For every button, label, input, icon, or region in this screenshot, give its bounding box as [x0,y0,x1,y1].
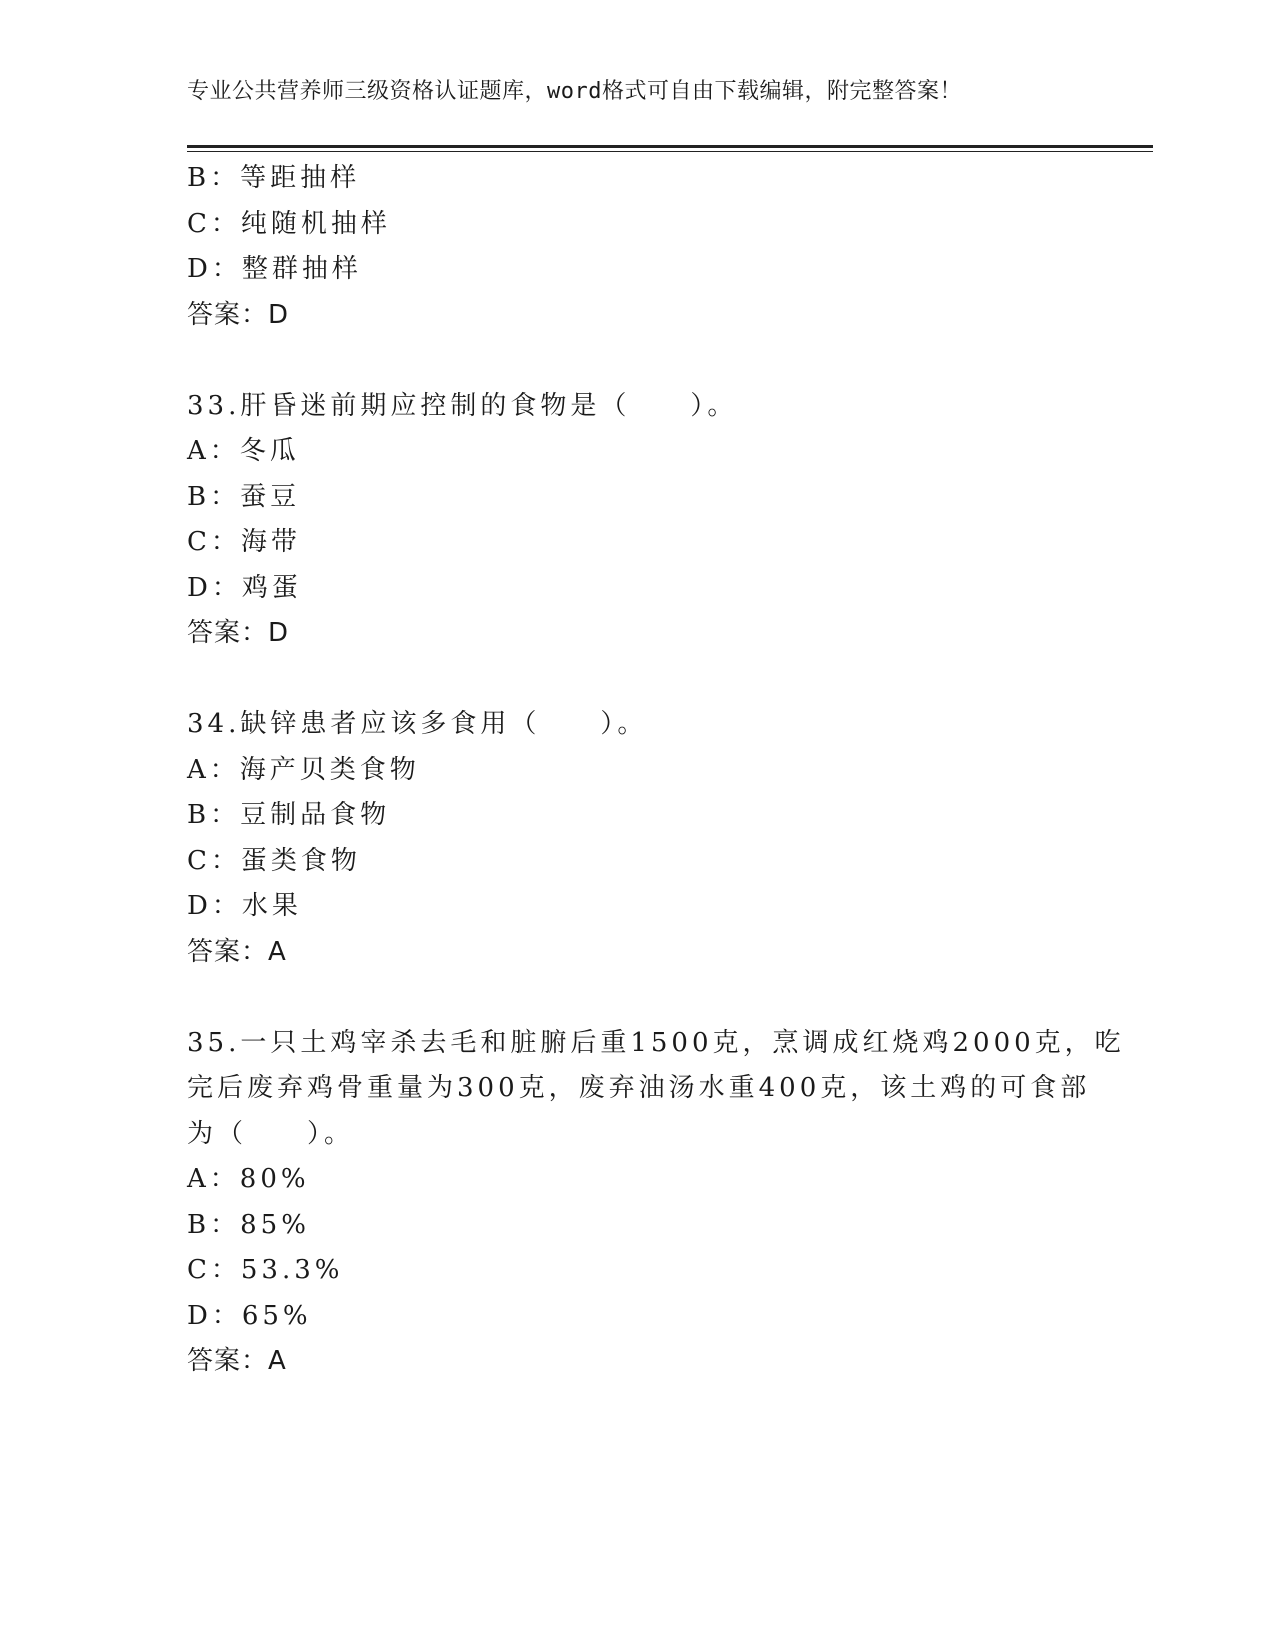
option-a: A：80% [187,1164,310,1194]
question-block-33 [187,384,1087,657]
option-d: D：整群抽样 [187,254,362,284]
option-a: A：海产贝类食物 [187,754,420,785]
question-block-34 [187,702,1087,975]
question-stem: 33.肝昏迷前期应控制的食物是（ ）。 [187,390,738,421]
question-list [187,156,1125,1385]
answer-line: 答案：A [187,1346,287,1376]
option-c: C：海带 [187,527,301,557]
option-b: B：85% [187,1209,310,1240]
answer-line: 答案：D [187,299,290,330]
answer-line: 答案：A [187,936,287,967]
page-header: 专业公共营养师三级资格认证题库，word格式可自由下载编辑，附完整答案！ [187,79,962,104]
option-c: C：蛋类食物 [187,845,361,876]
header-rule-thin [187,151,1153,152]
question-block-continued [187,156,1087,338]
question-block-35 [187,1021,1125,1385]
option-b: B：蚕豆 [187,481,301,512]
spacer [187,975,1087,1021]
question-stem-line: 为（ ）。 [187,1118,355,1149]
question-stem-line: 35.一只土鸡宰杀去毛和脏腑后重1500克，烹调成红烧鸡2000克，吃 [187,1027,1125,1058]
header-rule-thick [187,145,1153,148]
spacer [187,338,1087,384]
option-d: D：鸡蛋 [187,572,302,603]
option-b: B：豆制品食物 [187,800,391,830]
answer-line: 答案：D [187,618,290,648]
option-c: C：纯随机抽样 [187,208,391,239]
option-a: A：冬瓜 [187,436,300,466]
option-d: D：65% [187,1300,312,1331]
spacer [187,657,1087,703]
option-c: C：53.3% [187,1255,344,1285]
option-d: D：水果 [187,891,302,921]
question-stem: 34.缺锌患者应该多食用（ ）。 [187,709,648,739]
question-stem-line: 完后废弃鸡骨重量为300克，废弃油汤水重400克，该土鸡的可食部 [187,1073,1091,1103]
option-b: B：等距抽样 [187,163,361,193]
